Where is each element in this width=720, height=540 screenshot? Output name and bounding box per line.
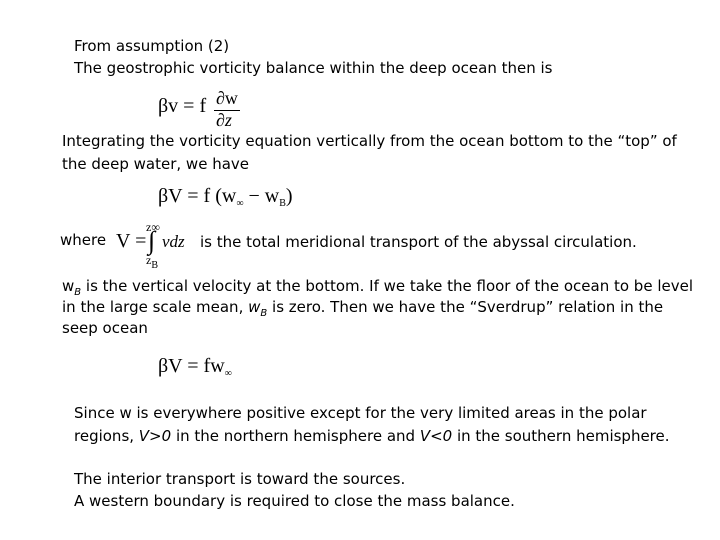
para2-line-2 xyxy=(62,296,663,321)
integral-lower-z: z xyxy=(146,253,152,267)
para3-line2-b: V>0 xyxy=(138,427,172,445)
eq2-sub-b: B xyxy=(279,198,286,209)
para2-line1-rest: is the vertical velocity at the bottom. If we take the floor of the ocean to be level xyxy=(81,277,693,295)
para2-w2-sub: B xyxy=(260,308,268,319)
equation-sverdrup xyxy=(158,355,232,378)
where-label: where xyxy=(60,231,107,249)
para3-line-2 xyxy=(74,425,670,447)
integral-lower-limit xyxy=(146,253,158,271)
eq1-lhs: βv = f xyxy=(158,95,207,117)
para2-w2: w xyxy=(248,298,261,316)
eq1-denominator: ∂z xyxy=(216,110,232,130)
eq2-close: ) xyxy=(285,185,293,207)
intro-line-1: From assumption (2) xyxy=(74,37,230,55)
para3-line2-d: V<0 xyxy=(419,427,453,445)
eq3-sub: ∞ xyxy=(224,368,232,379)
where-tail: is the total meridional transport of the abyssal circulation. xyxy=(200,233,637,251)
para1-line-2: the deep water, we have xyxy=(62,155,249,173)
para4-line-2: A western boundary is required to close the mass balance. xyxy=(74,492,515,510)
para2-w: w xyxy=(62,277,75,295)
eq1-numerator: ∂w xyxy=(216,88,238,108)
intro-line-2: The geostrophic vorticity balance within the deep ocean then is xyxy=(74,59,553,77)
integral-sign-icon: ∫ xyxy=(148,226,156,255)
where-v-eq: V = xyxy=(116,230,147,252)
integral-lower-sub: B xyxy=(151,260,158,271)
para1-line-1: Integrating the vorticity equation vertically from the ocean bottom to the “top” of xyxy=(62,132,677,150)
para3-line-1: Since w is everywhere positive except for the very limited areas in the polar xyxy=(74,404,647,422)
para2-line2-post: is zero. Then we have the “Sverdrup” relation in the xyxy=(267,298,664,316)
equation-integrated xyxy=(158,185,293,208)
para2-line-3: seep ocean xyxy=(62,319,148,337)
eq2-sub-inf: ∞ xyxy=(236,198,244,209)
para3-line2-c: in the northern hemisphere and xyxy=(171,427,420,445)
eq3-main: βV = fw xyxy=(158,355,225,377)
eq2-minus: − w xyxy=(243,185,280,207)
para3-line2-e: in the southern hemisphere. xyxy=(452,427,670,445)
para2-w-sub: B xyxy=(74,287,82,298)
para4-line-1: The interior transport is toward the sources. xyxy=(74,470,406,488)
para3-line2-a: regions, xyxy=(74,427,139,445)
eq2-main: βV = f (w xyxy=(158,185,237,207)
integral-upper-limit: z∞ xyxy=(146,220,160,234)
integrand: vdz xyxy=(162,232,185,251)
para2-line2-pre: in the large scale mean, xyxy=(62,298,249,316)
